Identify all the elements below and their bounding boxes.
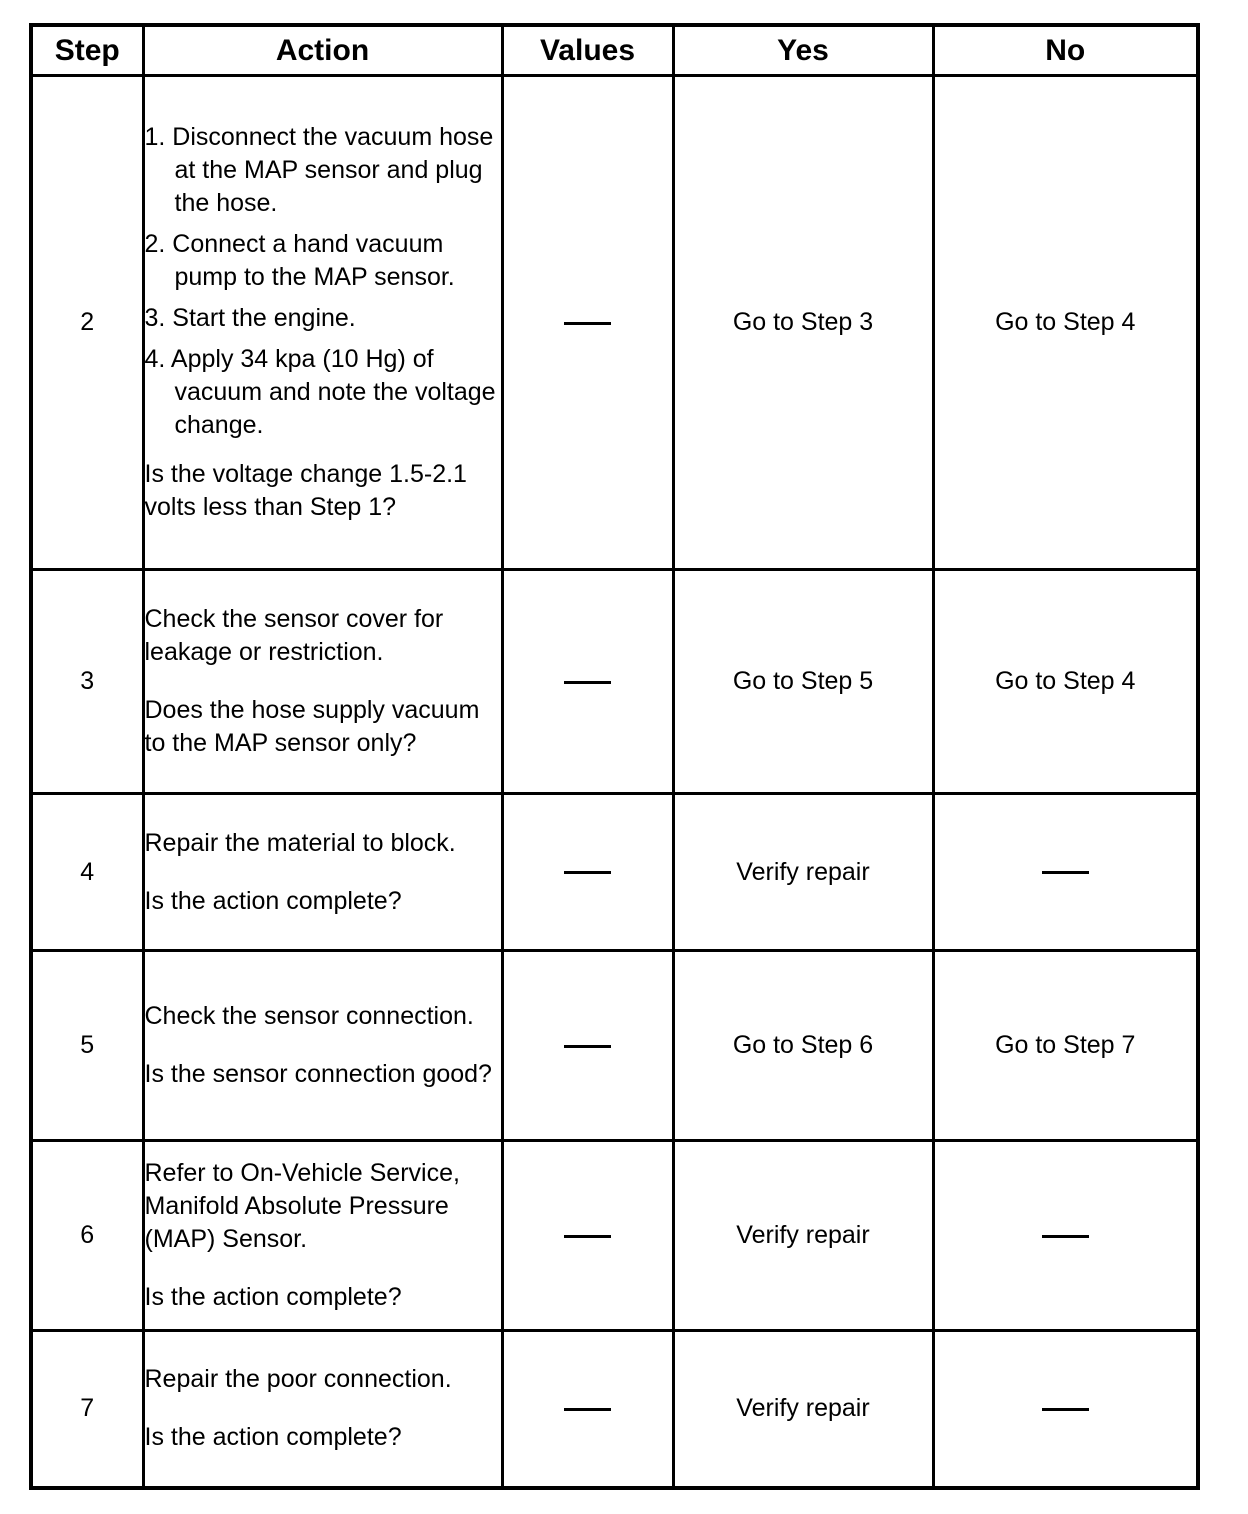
no-dash [1042,1408,1089,1411]
action-text: Refer to On-Vehicle Service, Manifold Absolute Pressure (MAP) Sensor. [144,1159,460,1253]
action-question: Is the action complete? [144,886,402,915]
values-cell [502,794,673,951]
header-no: No [933,25,1198,76]
yes-cell: Go to Step 3 [673,76,933,570]
values-cell [502,1141,673,1331]
no-dash [1042,871,1089,874]
action-text: Check the sensor connection. [144,1002,474,1030]
action-question: Is the voltage change 1.5-2.1 volts less than Step 1? [144,460,467,521]
diagnostic-table [29,23,1200,1490]
values-cell [502,951,673,1141]
action-cell [143,76,502,570]
no-cell [933,1331,1198,1488]
step-number: 7 [31,1331,143,1488]
values-cell [502,570,673,794]
yes-cell: Verify repair [673,1331,933,1488]
values-dash [564,1235,611,1238]
no-cell: Go to Step 4 [933,570,1198,794]
values-dash [564,871,611,874]
action-cell [143,1331,502,1488]
yes-cell: Verify repair [673,1141,933,1331]
action-steps-list [145,121,501,450]
step-number: 4 [31,794,143,951]
action-cell [143,794,502,951]
action-cell [143,570,502,794]
table-row [31,76,1198,570]
yes-cell: Go to Step 5 [673,570,933,794]
step-number: 2 [31,76,143,570]
table-row [31,951,1198,1141]
yes-cell: Go to Step 6 [673,951,933,1141]
table-row [31,570,1198,794]
header-values: Values [502,25,673,76]
action-step-item: 1. Disconnect the vacuum hose at the MAP sensor and plug the hose. [144,123,494,217]
values-dash [564,1408,611,1411]
header-yes: Yes [673,25,933,76]
no-dash [1042,1235,1089,1238]
table-row [31,794,1198,951]
no-cell: Go to Step 7 [933,951,1198,1141]
action-cell [143,1141,502,1331]
yes-cell: Verify repair [673,794,933,951]
action-text: Check the sensor cover for leakage or restriction. [144,605,444,666]
action-step-item: 2. Connect a hand vacuum pump to the MAP sensor. [144,230,455,291]
action-cell [143,951,502,1141]
step-number: 6 [31,1141,143,1331]
action-step-item: 3. Start the engine. [144,304,356,332]
values-cell [502,1331,673,1488]
header-step: Step [31,25,143,76]
table-row [31,1141,1198,1331]
values-dash [564,1045,611,1048]
action-question: Does the hose supply vacuum to the MAP sensor only? [144,696,480,757]
no-cell [933,794,1198,951]
step-number: 5 [31,951,143,1141]
action-question: Is the sensor connection good? [144,1060,492,1088]
values-dash [564,322,611,325]
no-cell [933,1141,1198,1331]
header-row [31,25,1198,76]
action-text: Repair the material to block. [144,828,456,857]
table-row [31,1331,1198,1488]
step-number: 3 [31,570,143,794]
header-action: Action [143,25,502,76]
action-step-item: 4. Apply 34 kpa (10 Hg) of vacuum and note the voltage change. [144,345,496,439]
action-question: Is the action complete? [144,1423,402,1452]
values-dash [564,681,611,684]
values-cell [502,76,673,570]
action-text: Repair the poor connection. [144,1365,452,1394]
action-question: Is the action complete? [144,1283,402,1311]
no-cell: Go to Step 4 [933,76,1198,570]
